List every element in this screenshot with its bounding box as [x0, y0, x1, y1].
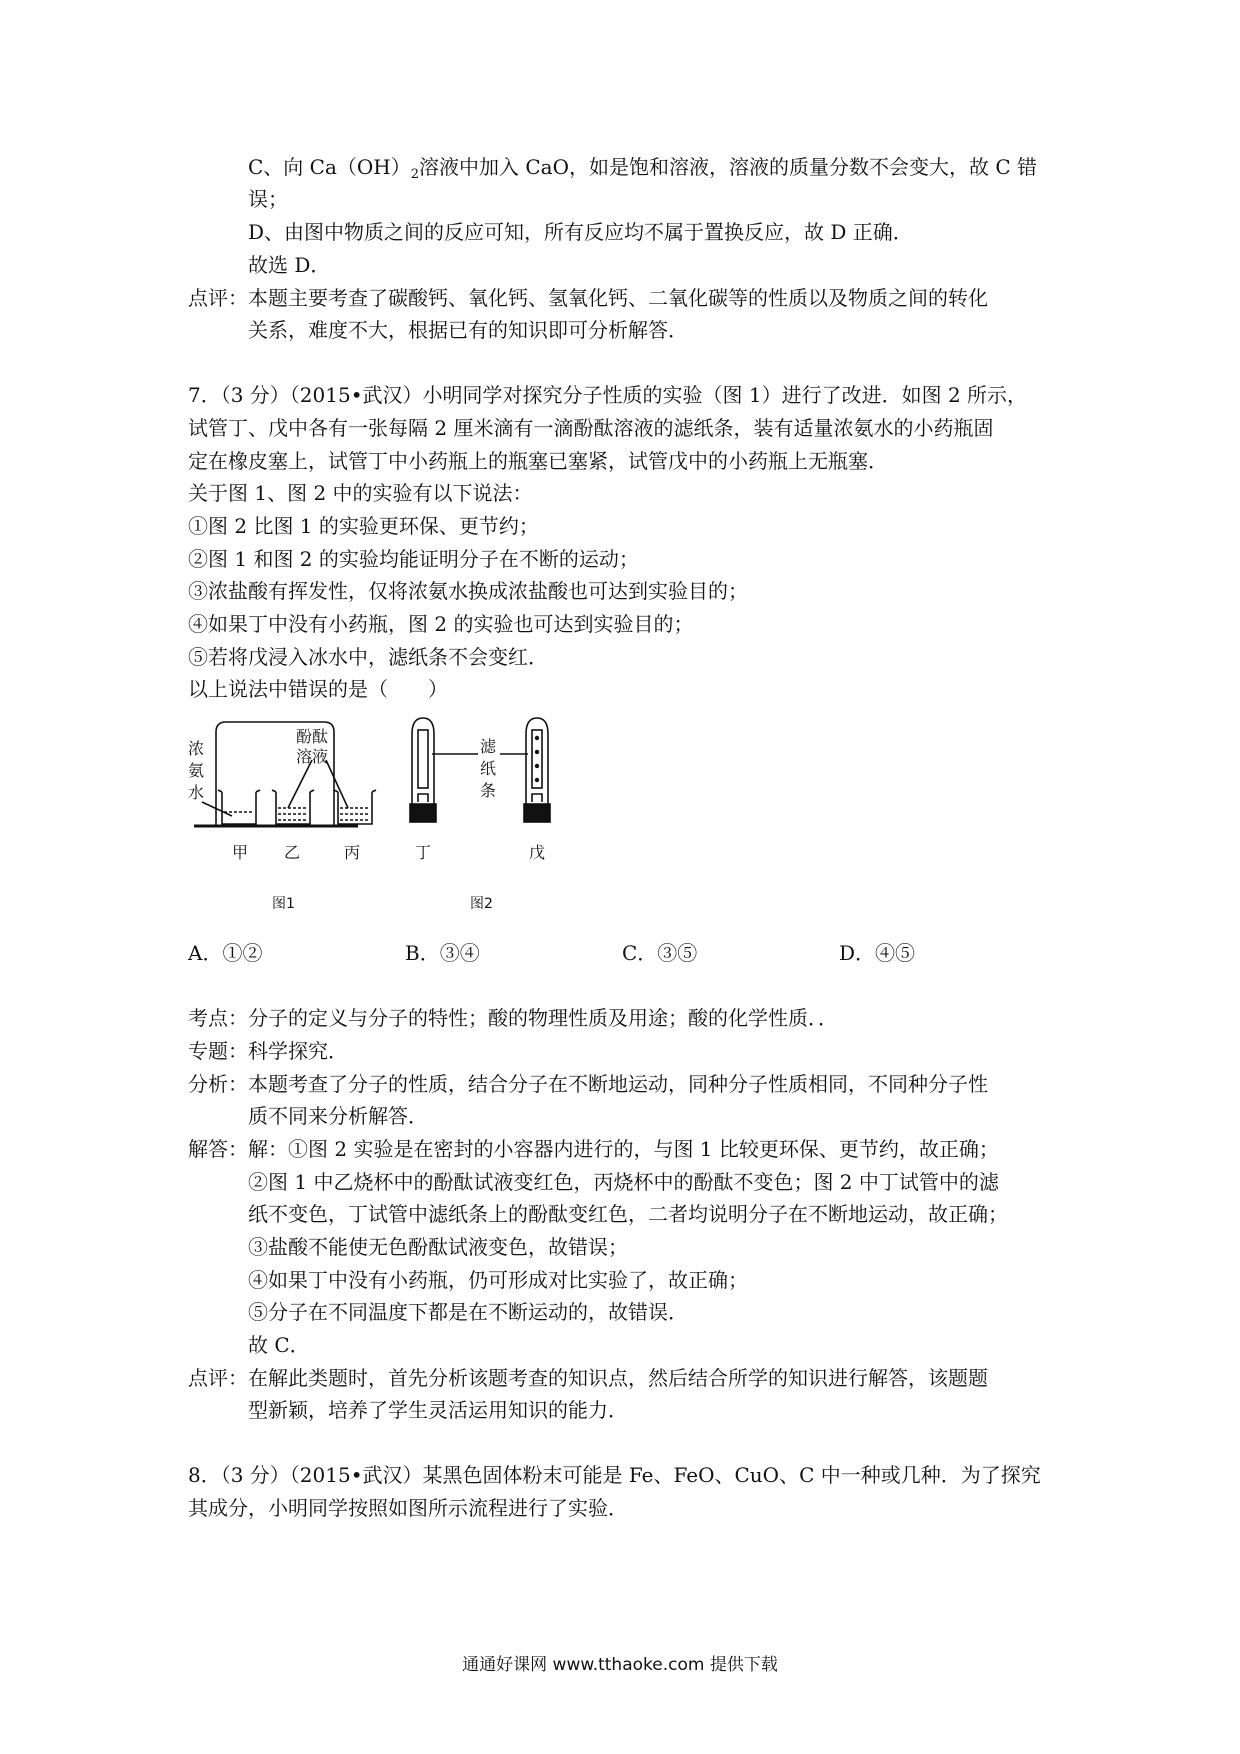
page-footer: 通通好课网 www.tthaoke.com 提供下载: [462, 1655, 778, 1675]
sol-jieda-3: 纸不变色，丁试管中滤纸条上的酚酞变红色，二者均说明分子在不断地运动，故正确；: [248, 1202, 1008, 1226]
sol-jieda-6: ⑤分子在不同温度下都是在不断运动的，故错误．: [248, 1300, 688, 1324]
prev-c-line1: C、向 $Ca(OH)_2$溶液中加入 CaO，如是饱和溶液，溶液的质量分数不会变大，故 C 错: [248, 155, 1038, 182]
sol-dianping-1: 点评：在解此类题时，首先分析该题考查的知识点，然后结合所学的知识进行解答，该题题: [188, 1366, 988, 1390]
option-c: C．③⑤: [622, 941, 698, 965]
q7-ask: 以上说法中错误的是（ ）: [188, 677, 448, 701]
q7-statement-2: ②图 1 和图 2 的实验均能证明分子在不断的运动；: [188, 547, 639, 571]
q7-statement-1: ①图 2 比图 1 的实验更环保、更节约；: [188, 514, 539, 538]
caption-fig2: 图2: [470, 896, 493, 912]
q8-line1: 8．（3 分）（2015•武汉）某黑色固体粉末可能是 Fe、FeO、CuO、C 中一种或几种．为了探究: [188, 1463, 1041, 1487]
beaker-bing: [334, 790, 376, 824]
stopper-wu: [524, 804, 550, 822]
q7-statement-4: ④如果丁中没有小药瓶，图 2 的实验也可达到实验目的；: [188, 612, 694, 636]
label-tiao: 条: [480, 781, 497, 800]
label-zhi: 纸: [480, 759, 497, 778]
label-fenzhi: 酚酞: [296, 727, 329, 746]
q7-statement-5: ⑤若将戊浸入冰水中，滤纸条不会变红．: [188, 645, 548, 669]
label-nong: 浓: [188, 739, 205, 758]
beaker-yi: [272, 790, 314, 824]
q7-line4: 关于图 1、图 2 中的实验有以下说法：: [188, 481, 533, 505]
label-rongye: 溶液: [296, 747, 329, 766]
prev-c-line2: 误；: [248, 187, 288, 211]
beaker-jia: [218, 790, 260, 824]
q7-line1: 7．（3 分）（2015•武汉）小明同学对探究分子性质的实验（图 1）进行了改进．如图 2 所示，: [188, 383, 1028, 407]
experiment-figure: [188, 712, 608, 922]
option-a: A．①②: [188, 941, 263, 965]
label-jia: 甲: [232, 843, 249, 862]
label-an: 氨: [188, 761, 205, 780]
label-bing: 丙: [344, 843, 361, 862]
q7-line2: 试管丁、戊中各有一张每隔 2 厘米滴有一滴酚酞溶液的滤纸条，装有适量浓氨水的小药瓶固: [188, 416, 994, 440]
label-yi: 乙: [284, 843, 301, 862]
sol-zhuanti: 专题：科学探究．: [188, 1039, 348, 1063]
filter-strip-ding: [418, 730, 428, 788]
caption-fig1: 图1: [272, 896, 295, 912]
sol-fenxi-1: 分析：本题考查了分子的性质，结合分子在不断地运动，同种分子性质相同，不同种分子性: [188, 1072, 988, 1096]
prev-comment-line1: 点评：本题主要考查了碳酸钙、氧化钙、氢氧化钙、二氧化碳等的性质以及物质之间的转化: [188, 286, 988, 310]
sol-kaodian: 考点：分子的定义与分子的特性；酸的物理性质及用途；酸的化学性质．．: [188, 1006, 838, 1030]
prev-comment-line2: 关系，难度不大，根据已有的知识即可分析解答．: [248, 318, 688, 342]
option-b: B．③④: [405, 941, 480, 965]
prev-choose: 故选 D．: [248, 253, 331, 277]
sol-jieda-5: ④如果丁中没有小药瓶，仍可形成对比实验了，故正确；: [248, 1268, 748, 1292]
label-wu: 戊: [529, 843, 546, 862]
sol-dianping-2: 型新颖，培养了学生灵活运用知识的能力．: [248, 1398, 628, 1422]
sol-jieda-4: ③盐酸不能使无色酚酞试液变色，故错误；: [248, 1235, 628, 1259]
option-d: D．④⑤: [839, 941, 916, 965]
sol-jieda-7: 故 C．: [248, 1333, 310, 1357]
label-lv: 滤: [480, 737, 497, 756]
sol-jieda-1: 解答：解：①图 2 实验是在密封的小容器内进行的，与图 1 比较更环保、更节约，故正确；: [188, 1137, 999, 1161]
q7-statement-3: ③浓盐酸有挥发性，仅将浓氨水换成浓盐酸也可达到实验目的；: [188, 579, 748, 603]
label-ding: 丁: [415, 843, 432, 862]
prev-d-line: D、由图中物质之间的反应可知，所有反应均不属于置换反应，故 D 正确．: [248, 220, 913, 244]
stopper-ding: [410, 804, 436, 822]
q8-line2: 其成分，小明同学按照如图所示流程进行了实验．: [188, 1496, 628, 1520]
q7-line3: 定在橡皮塞上，试管丁中小药瓶上的瓶塞已塞紧，试管戊中的小药瓶上无瓶塞．: [188, 449, 888, 473]
label-shui: 水: [188, 783, 205, 802]
sol-jieda-2: ②图 1 中乙烧杯中的酚酞试液变红色，丙烧杯中的酚酞不变色；图 2 中丁试管中的滤: [248, 1170, 999, 1194]
sol-fenxi-2: 质不同来分析解答．: [248, 1104, 428, 1128]
